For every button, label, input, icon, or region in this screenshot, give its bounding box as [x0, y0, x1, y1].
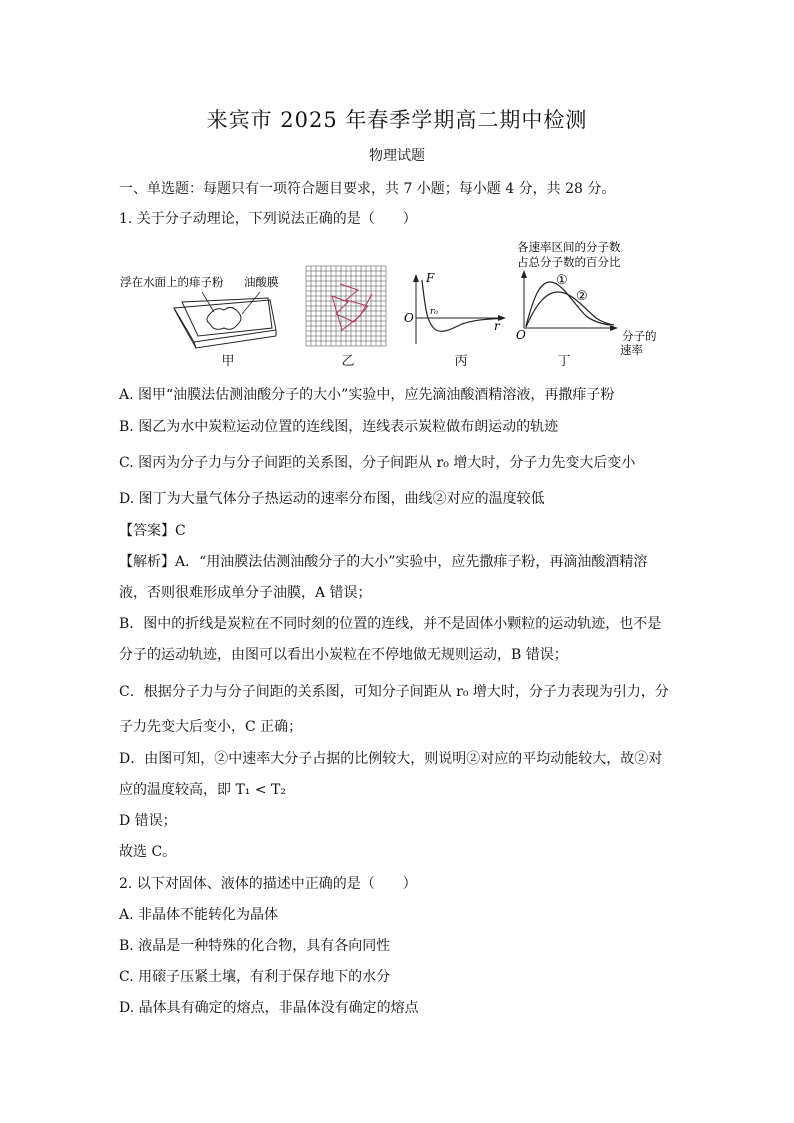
analysis-line: 【解析】A．“用油膜法估测油酸分子的大小”实验中，应先撒痱子粉，再滴油酸酒精溶	[119, 554, 648, 570]
ding-origin: O	[516, 328, 526, 342]
figure-yi	[306, 266, 386, 346]
q1-option-a: A. 图甲“油膜法估测油酸分子的大小”实验中，应先滴油酸酒精溶液，再撒痱子粉	[119, 387, 615, 403]
analysis-line: 应的温度较高，即 T₁ < T₂	[119, 782, 286, 798]
analysis-line: 子力先变大后变小，C 正确；	[119, 719, 303, 735]
caption-ding: 丁	[557, 354, 571, 369]
ding-title-1: 各速率区间的分子数	[517, 240, 621, 254]
ding-title-2: 占总分子数的百分比	[517, 255, 621, 269]
q2-option-c: C. 用磙子压紧土壤，有利于保存地下的水分	[119, 969, 391, 985]
q1-figure	[110, 236, 670, 368]
caption-yi: 乙	[341, 354, 355, 369]
analysis-line: 故选 C。	[119, 844, 177, 860]
caption-bing: 丙	[454, 354, 468, 369]
curve-2-label: ②	[576, 289, 588, 304]
q1-option-d: D. 图丁为大量气体分子热运动的速率分布图，曲线②对应的温度较低	[119, 491, 545, 507]
q1-option-b: B. 图乙为水中炭粒运动位置的连线图，连线表示炭粒做布朗运动的轨迹	[119, 419, 559, 435]
q2-option-b: B. 液晶是一种特殊的化合物，具有各向同性	[119, 938, 391, 954]
q2-stem: 2. 以下对固体、液体的描述中正确的是（ ）	[119, 876, 417, 892]
ding-xlabel-2: 速率	[620, 343, 643, 357]
ding-xlabel-1: 分子的	[622, 329, 657, 343]
analysis-line: B．图中的折线是炭粒在不同时刻的位置的连线，并不是固体小颗粒的运动轨迹，也不是	[119, 616, 662, 632]
bing-origin: O	[404, 311, 414, 325]
q2-option-d: D. 晶体具有确定的熔点，非晶体没有确定的熔点	[119, 1000, 419, 1016]
bing-r0: r₀	[430, 307, 438, 317]
q2-option-a: A. 非晶体不能转化为晶体	[119, 907, 279, 923]
section-heading: 一、单选题：每题只有一项符合题目要求，共 7 小题；每小题 4 分，共 28 分。	[119, 181, 616, 197]
figure-jia	[120, 275, 279, 348]
analysis-line: C．根据分子力与分子间距的关系图，可知分子间距从 r₀ 增大时，分子力表现为引力，分	[119, 684, 669, 700]
page-title: 来宾市 2025 年春季学期高二期中检测	[206, 108, 588, 132]
figure-ding	[516, 240, 657, 357]
analysis-line: D 错误；	[119, 813, 177, 829]
jia-label-powder: 浮在水面上的痱子粉	[120, 275, 224, 289]
analysis-line: D．由图可知，②中速率大分子占据的比例较大，则说明②对应的平均动能较大，故②对	[119, 751, 663, 767]
q1-answer: 【答案】C	[119, 523, 186, 539]
jia-label-film: 油酸膜	[244, 275, 279, 289]
analysis-line: 分子的运动轨迹，由图可以看出小炭粒在不停地做无规则运动，B 错误；	[119, 647, 568, 663]
bing-axis-r: r	[494, 319, 500, 333]
analysis-line: 液，否则很难形成单分子油膜，A 错误；	[119, 585, 372, 601]
q1-option-c: C. 图丙为分子力与分子间距的关系图，分子间距从 r₀ 增大时，分子力先变大后变小	[119, 455, 636, 471]
q1-stem: 1. 关于分子动理论，下列说法正确的是（ ）	[119, 211, 417, 227]
curve-1-label: ①	[556, 273, 568, 288]
caption-jia: 甲	[221, 354, 235, 369]
bing-axis-F: F	[426, 271, 435, 285]
page-subtitle: 物理试题	[369, 148, 425, 164]
figure-bing	[404, 271, 506, 344]
